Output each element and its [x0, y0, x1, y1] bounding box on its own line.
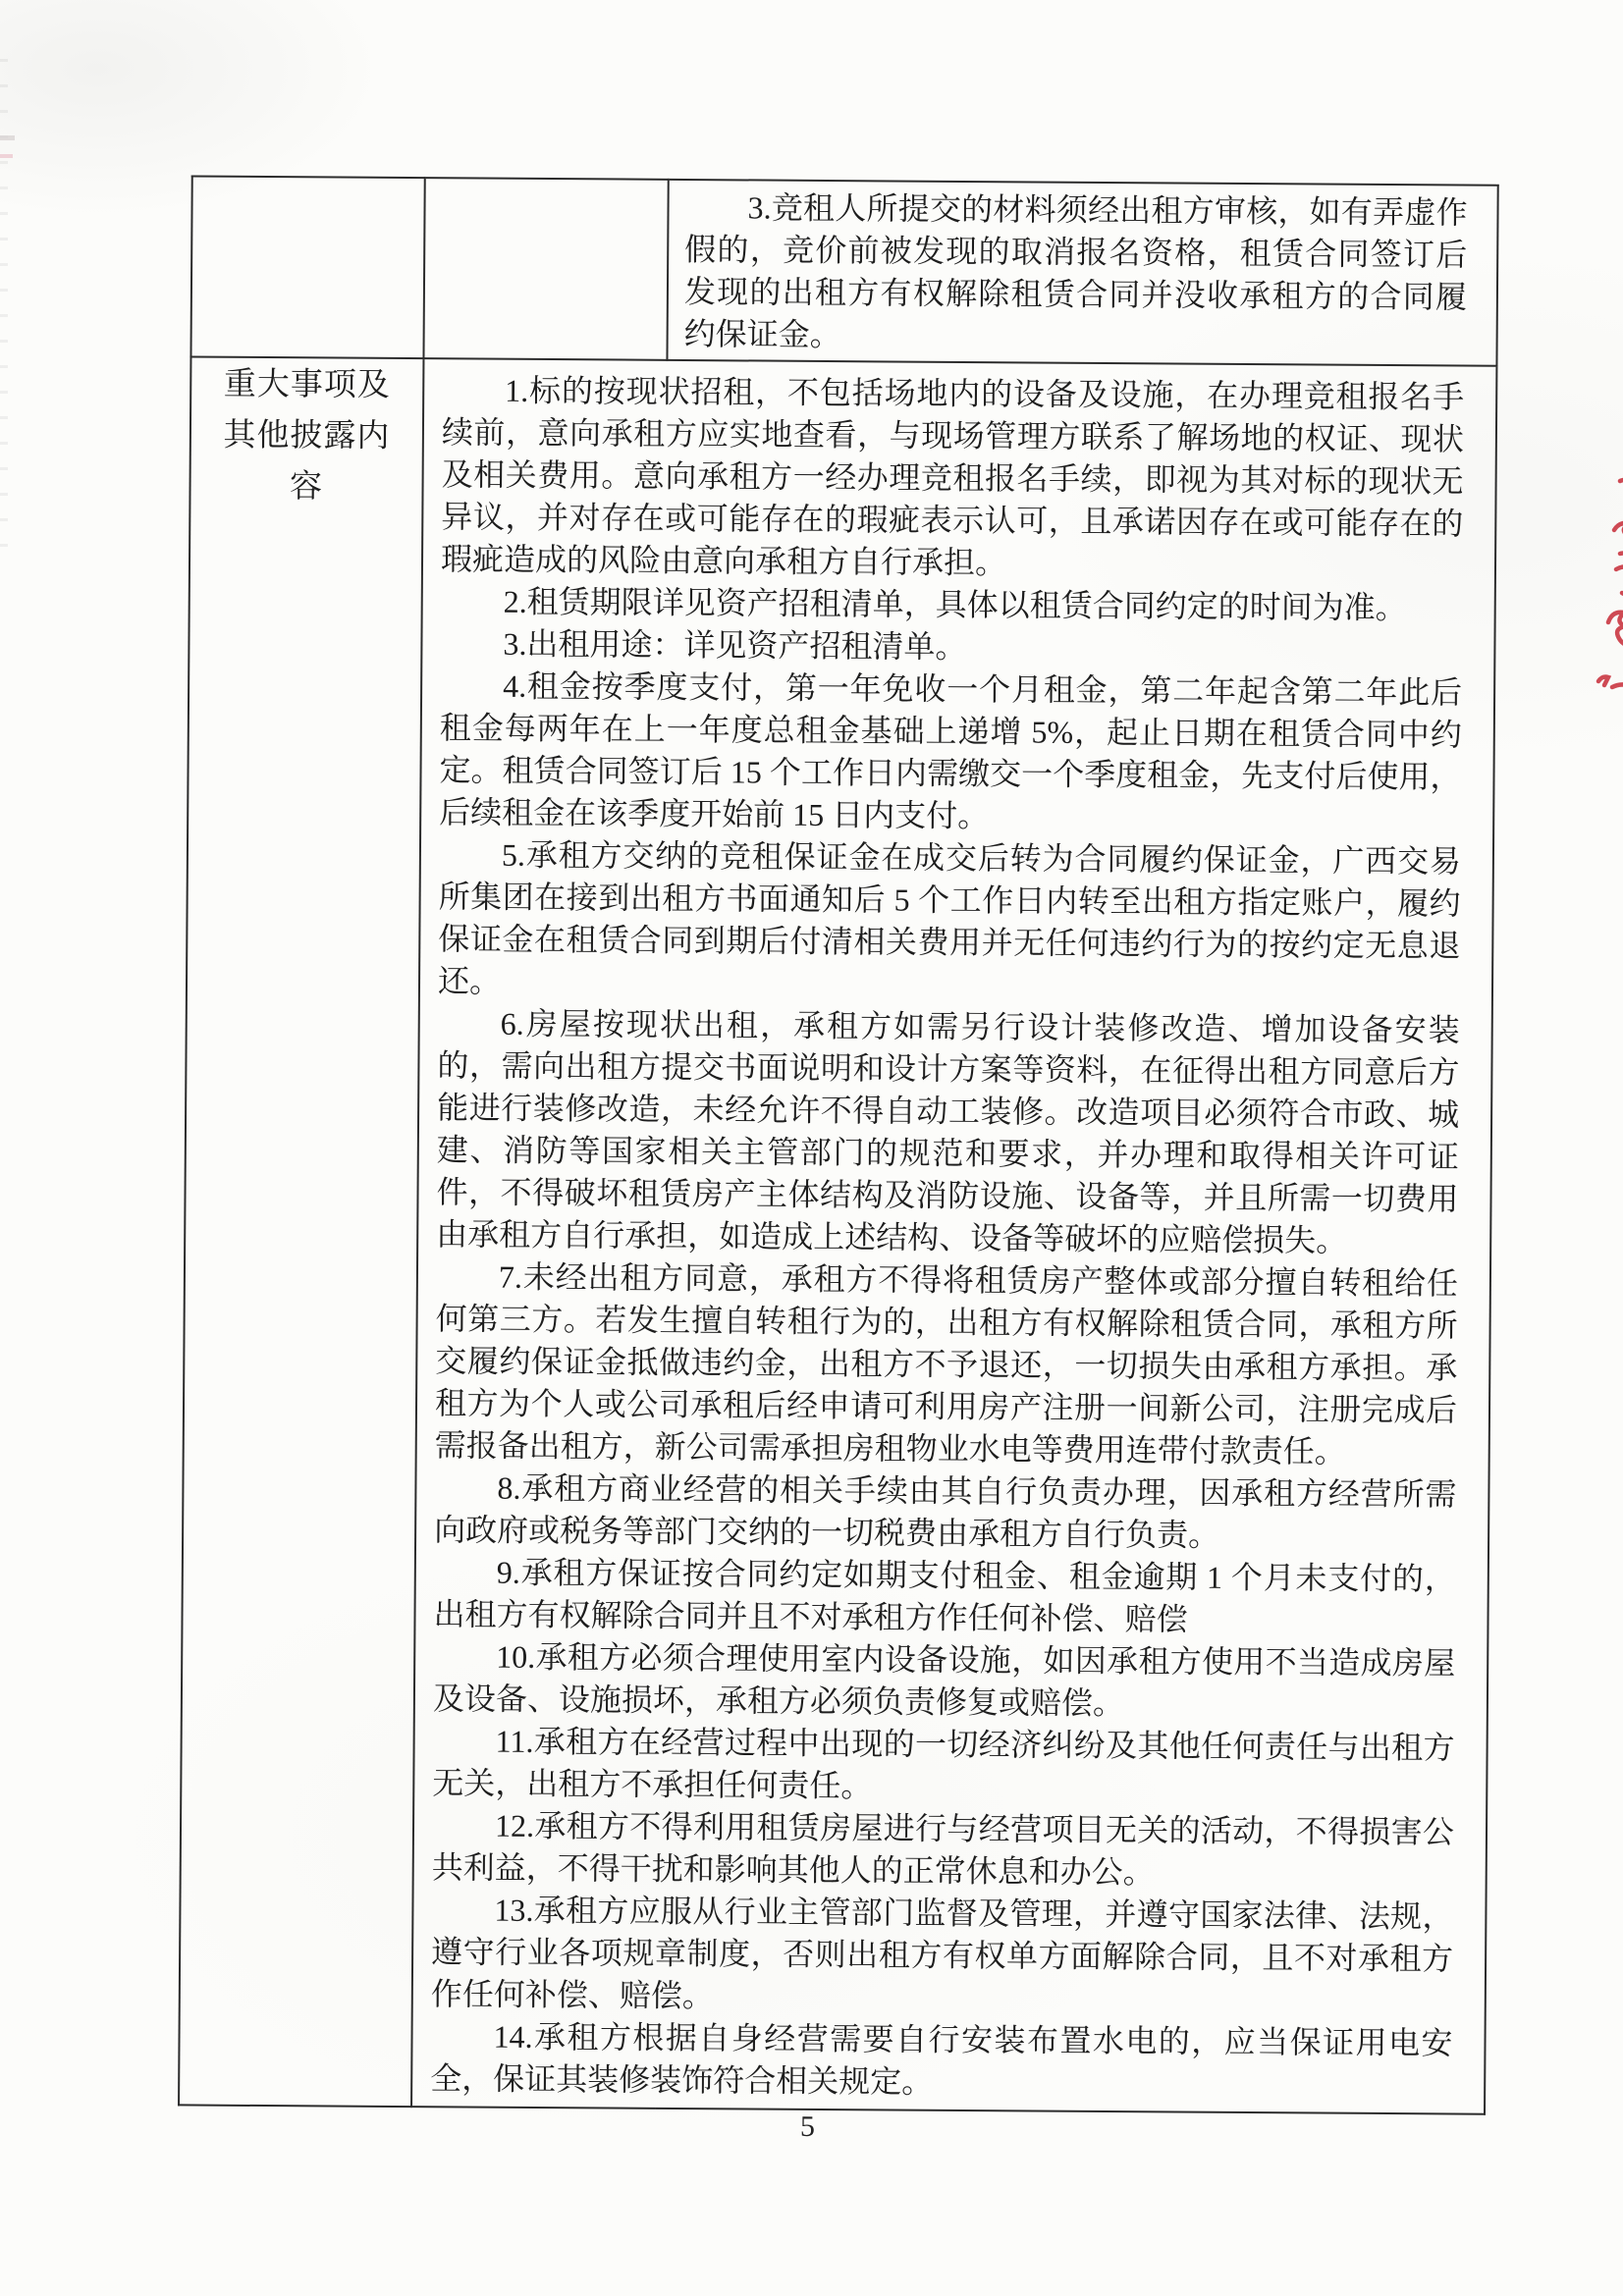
- clause-paragraph: 10.承租方必须合理使用室内设备设施，如因承租方使用不当造成房屋及设备、设施损坏，承租方必须负责修复或赔偿。: [432, 1638, 1456, 1722]
- empty-cell-left: [190, 176, 424, 358]
- clause-paragraph: 6.房屋按现状出租，承租方如需另行设计装修改造、增加设备安装的，需向出租方提交书面说明和设计方案等资料，在征得出租方同意后方能进行装修改造，未经允许不得自动工装修。改造项目必须符合市政、城建、消防等国家相关主管部门的规范和要求，并办理和取得相关许可证件，不得破坏租赁房产主体结构及消防设施、设备等，并且所需一切费用由承租方自行承担，如造成上述结构、设备等破坏的应赔偿损失。: [436, 1005, 1460, 1258]
- continuation-text-cell: [667, 180, 1497, 366]
- clause-paragraph: 7.未经出租方同意，承租方不得将租赁房产整体或部分擅自转租给任何第三方。若发生擅自转租行为的，出租方有权解除租赁合同，承租方所交履约保证金抵做违约金，出租方不予退还，一切损失由承租方承担。承租方为个人或公司承租后经申请可利用房产注册一间新公司，注册完成后需报备出租方，新公司需承担房租物业水电等费用连带付款责任。: [434, 1258, 1459, 1469]
- clauses-cell: [411, 358, 1496, 2114]
- clause-paragraph: 1.标的按现状招租，不包括场地内的设备及设施，在办理竞租报名手续前，意向承租方应实地查看，与现场管理方联系了解场地的权证、现状及相关费用。意向承租方一经办理竞租报名手续，即视为其对标的现状无异议，并对存在或可能存在的瑕疵表示认可，且承诺因存在或可能存在的瑕疵造成的风险由意向承租方自行承担。: [440, 372, 1465, 581]
- clause-paragraph: 4.租金按季度支付，第一年免收一个月租金，第二年起含第二年此后租金每两年在上一年度总租金基础上递增 5%，起止日期在租赁合同中约定。租赁合同签订后 15 个工作日内需缴交一个季度租金，先支付后使用，后续租金在该季度开始前 15 日内支付。: [439, 667, 1463, 834]
- clause-paragraph: 9.承租方保证按合同约定如期支付租金、租金逾期 1 个月未支付的，出租方有权解除合同并且不对承租方作任何补偿、赔偿: [433, 1554, 1456, 1637]
- row-label-cell: [179, 356, 423, 2107]
- clause-paragraph: 2.租赁期限详见资产招租清单，具体以租赁合同约定的时间为准。: [503, 583, 1407, 626]
- disclosure-table: [178, 175, 1499, 2114]
- continuation-clause-text: 3.竞租人所提交的材料须经出租方审核，如有弄虚作假的，竞价前被发现的取消报名资格，租赁合同签订后发现的出租方有权解除租赁合同并没收承租方的合同履约保证金。: [683, 189, 1468, 353]
- table-row-major-matters: [179, 356, 1496, 2113]
- red-handwriting-annotation: [1569, 440, 1623, 705]
- table-row-continuation: [190, 176, 1497, 365]
- clause-paragraph: 12.承租方不得利用租赁房屋进行与经营项目无关的活动，不得损害公共利益，不得干扰和影响其他人的正常休息和办公。: [431, 1807, 1455, 1891]
- clause-paragraph: 3.出租用途：详见资产招租清单。: [503, 625, 967, 665]
- clause-paragraph: 8.承租方商业经营的相关手续由其自行负责办理，因承租方经营所需向政府或税务等部门交纳的一切税费由承租方自行负责。: [434, 1469, 1457, 1553]
- clause-paragraph: 13.承租方应服从行业主管部门监督及管理，并遵守国家法律、法规，遵守行业各项规章制度，否则出租方有权单方面解除合同，且不对承租方作任何补偿、赔偿。: [430, 1892, 1454, 2014]
- empty-cell-middle: [423, 178, 668, 360]
- clause-paragraph: 5.承租方交纳的竞租保证金在成交后转为合同履约保证金，广西交易所集团在接到出租方书面通知后 5 个工作日内转至出租方指定账户，履约保证金在租赁合同到期后付清相关费用并无任何违约行为的按约定无息退还。: [437, 836, 1462, 999]
- row-label-text: 重大事项及其他披露内容: [223, 366, 391, 506]
- clause-paragraph: 11.承租方在经营过程中出现的一切经济纠纷及其他任何责任与出租方无关，出租方不承担任何责任。: [432, 1723, 1455, 1804]
- page-number: 5: [799, 2109, 816, 2143]
- clause-paragraph: 14.承租方根据自身经营需要自行安装布置水电的，应当保证用电安全，保证其装修装饰符合相关规定。: [430, 2018, 1453, 2100]
